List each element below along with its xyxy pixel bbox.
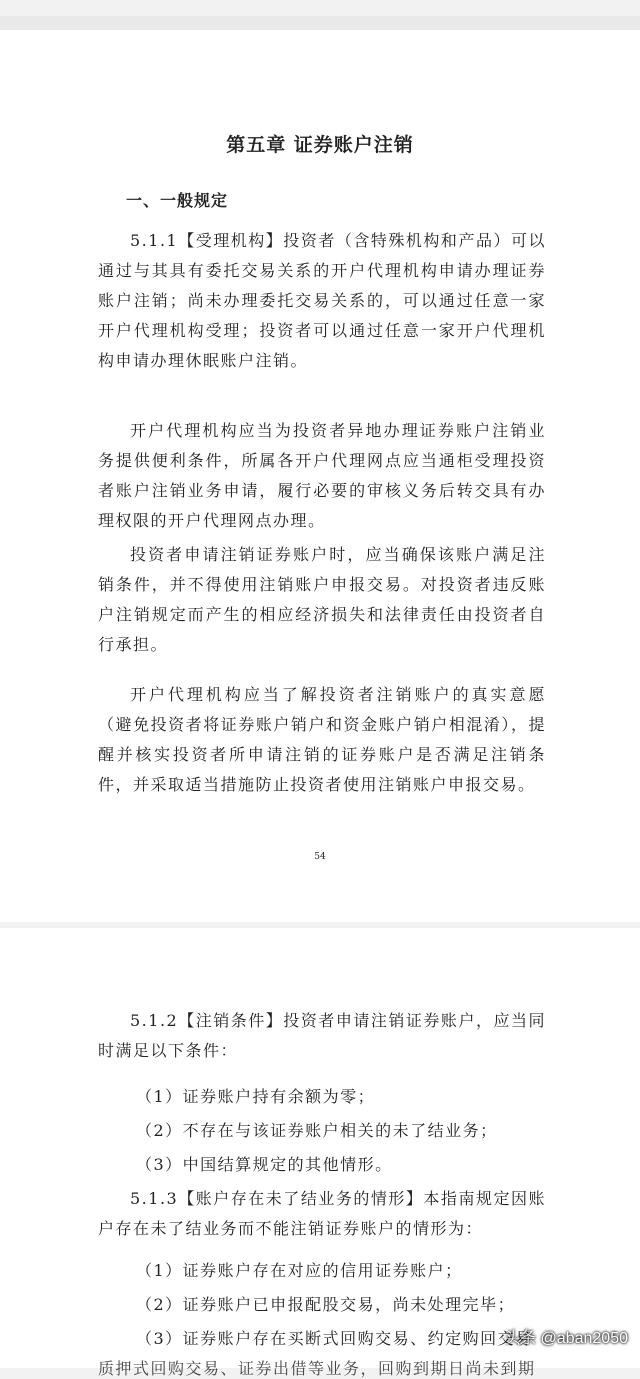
paragraph-5-1-3: 5.1.3【账户存在未了结业务的情形】本指南规定因账户存在未了结业务而不能注销证券账户的情形为： (98, 1189, 546, 1238)
pending-item-2: （2）证券账户已申报配股交易，尚未处理完毕； (136, 1295, 516, 1314)
chapter-title: 第五章 证券账户注销 (226, 134, 414, 156)
section-heading: 一、一般规定 (126, 191, 229, 210)
pending-item-1: （1）证券账户存在对应的信用证券账户； (136, 1261, 463, 1280)
condition-item-3: （3）中国结算规定的其他情形。 (136, 1155, 393, 1174)
document-page-2 (0, 928, 640, 1378)
condition-item-2: （2）不存在与该证券账户相关的未了结业务； (136, 1121, 498, 1140)
document-page-1 (0, 16, 640, 922)
page-top-edge (0, 16, 640, 30)
paragraph-verify-intent: 开户代理机构应当了解投资者注销账户的真实意愿（避免投资者将证券账户销户和资金账户销户相混淆），提醒并核实投资者所申请注销的证券账户是否满足注销条件，并采取适当措施防止投资者使用注销账户申报交易。 (98, 685, 546, 794)
paragraph-investor-conditions: 投资者申请注销证券账户时，应当确保该账户满足注销条件，并不得使用注销账户申报交易。对投资者违反账户注销规定而产生的相应经济损失和法律责任由投资者自行承担。 (98, 545, 546, 654)
condition-item-1: （1）证券账户持有余额为零； (136, 1087, 376, 1106)
paragraph-agency-convenience: 开户代理机构应当为投资者异地办理证券账户注销业务提供便利条件，所属各开户代理网点应当通柜受理投资者账户注销业务申请，履行必要的审核义务后转交具有办理权限的开户代理网点办理。 (98, 421, 546, 530)
watermark: 头条 @aban2050 (504, 1330, 628, 1347)
pending-item-3: （3）证券账户存在买断式回购交易、约定购回交易 (136, 1329, 533, 1348)
paragraph-5-1-2: 5.1.2【注销条件】投资者申请注销证券账户，应当同时满足以下条件： (98, 1011, 546, 1060)
cut-off-line: 质押式回购交易、证券出借等业务，回购到期日尚未到期 (98, 1359, 536, 1378)
page-number: 54 (314, 852, 326, 862)
paragraph-5-1-1: 5.1.1【受理机构】投资者（含特殊机构和产品）可以通过与其具有委托交易关系的开户代理机构申请办理证券账户注销；尚未办理委托交易关系的，可以通过任意一家开户代理机构受理；投资者可以通过任意一家开户代理机构申请办理休眠账户注销。 (98, 231, 546, 370)
